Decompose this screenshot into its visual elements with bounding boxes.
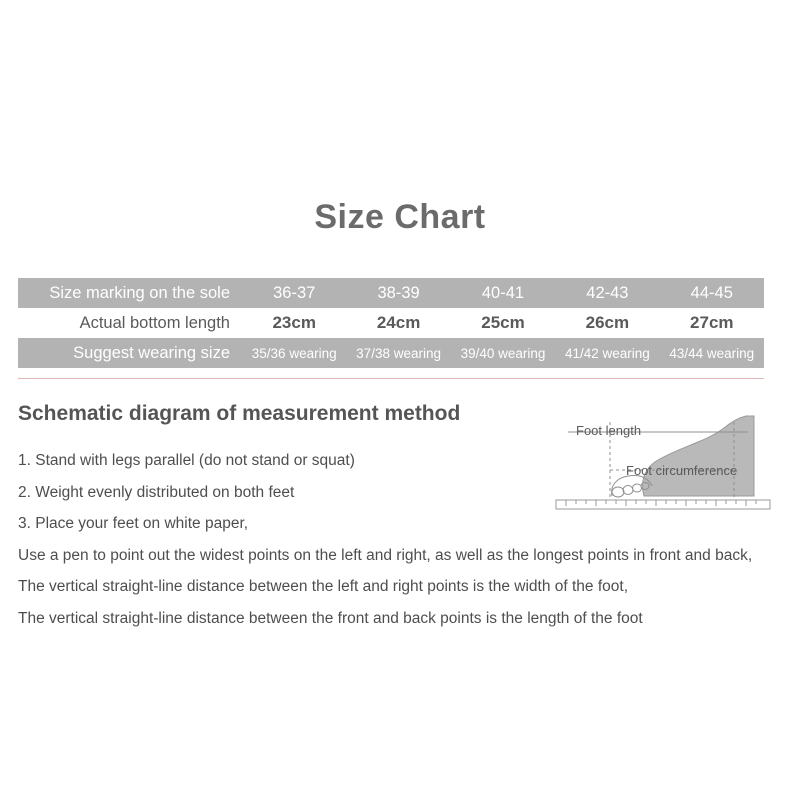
- table-cell: 42-43: [555, 278, 659, 308]
- table-cell: 44-45: [660, 278, 764, 308]
- list-item: 3. Place your feet on white paper,: [18, 515, 249, 533]
- page-title: Size Chart: [314, 198, 486, 236]
- list-item: 1. Stand with legs parallel (do not stand or squat): [18, 452, 355, 469]
- table-cell: 27cm: [660, 308, 764, 338]
- table-cell: 41/42 wearing: [555, 338, 659, 368]
- table-cell: 43/44 wearing: [660, 338, 764, 368]
- size-table: [18, 278, 764, 368]
- table-row: [18, 278, 764, 308]
- row-label: Suggest wearing size: [18, 338, 242, 368]
- list-item: The vertical straight-line distance between the front and back points is the length of the foot: [18, 609, 643, 627]
- table-cell: 40-41: [451, 278, 555, 308]
- foot-measurement-diagram: [548, 408, 778, 518]
- table-row: [18, 338, 764, 368]
- table-cell: 23cm: [242, 308, 346, 338]
- table-cell: 36-37: [242, 278, 346, 308]
- divider: [18, 378, 764, 379]
- table-cell: 26cm: [555, 308, 659, 338]
- list-item: The vertical straight-line distance between the left and right points is the width of the foot,: [18, 578, 629, 596]
- table-cell: 39/40 wearing: [451, 338, 555, 368]
- section-heading: Schematic diagram of measurement method: [18, 402, 461, 425]
- table-cell: 37/38 wearing: [346, 338, 450, 368]
- table-cell: 35/36 wearing: [242, 338, 346, 368]
- table-cell: 25cm: [451, 308, 555, 338]
- row-label: Actual bottom length: [18, 308, 242, 338]
- list-item: Use a pen to point out the widest points on the left and right, as well as the longest points in front and back,: [18, 546, 753, 564]
- list-item: 2. Weight evenly distributed on both feet: [18, 483, 295, 501]
- table-cell: 38-39: [346, 278, 450, 308]
- row-label: Size marking on the sole: [18, 278, 242, 308]
- table-row: [18, 308, 764, 338]
- table-cell: 24cm: [346, 308, 450, 338]
- foot-circumference-label: Foot circumference: [626, 463, 738, 478]
- foot-length-label: Foot length: [576, 423, 642, 438]
